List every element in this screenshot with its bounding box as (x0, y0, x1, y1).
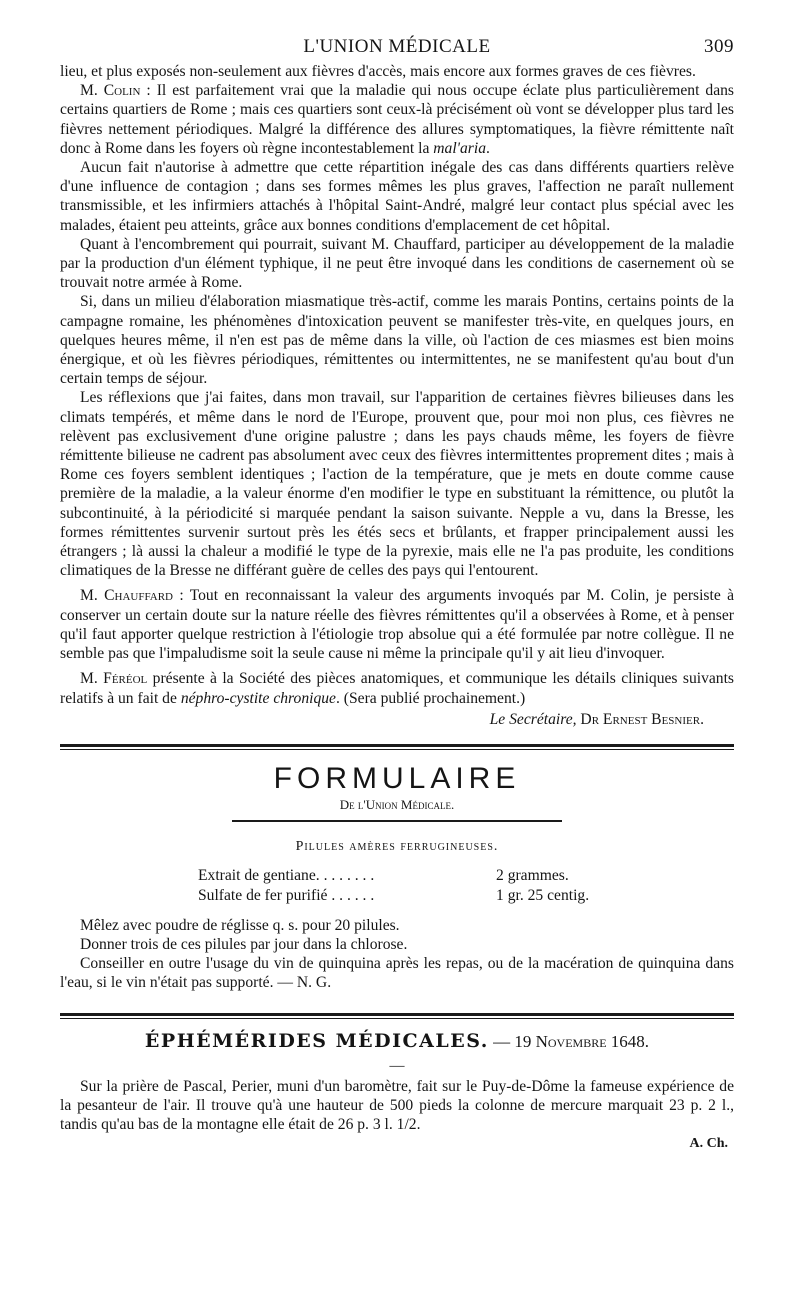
secretary-signature (60, 710, 734, 730)
journal-title: L'UNION MÉDICALE (303, 36, 491, 57)
malaria-term: mal'aria (433, 139, 487, 157)
ingredient-name: Sulfate de fer purifié . . . . . . (198, 886, 375, 904)
running-head (60, 28, 734, 62)
instruction-line: Mêlez avec poudre de réglisse q. s. pour 20 pilules. (80, 916, 400, 934)
signature-role: Le Secrétaire, (489, 710, 577, 728)
chauffard-text: : Tout en reconnaissant la valeur des arguments invoqués par M. Colin, je persiste à conserver un certain doute sur la nature réelle des fièvres rémittentes qu'il a observées à Rome, et à penser qu'il faut apporter quelque restriction à l'étiologie trop absolue qui a été formulée par notre collègue. Il ne semble pas que l'impaludisme soit la seule cause ni même la principale qu'il y ait lieu d'invoquer. (60, 587, 735, 663)
signature-name: Dr Ernest Besnier. (576, 710, 704, 728)
ephemerides-paragraph: Sur la prière de Pascal, Perier, muni d'un baromètre, fait sur le Puy-de-Dôme la fameuse expérience de la pesanteur de l'air. Il trouve qu'à une hauteur de 500 pieds la colonne de mercure marquait 23 p. 2 l., tandis qu'au bas de la montagne elle était de 26 p. 3 l. 1/2. (60, 1077, 734, 1133)
nephro-cystite-term: néphro-cystite chronique (180, 689, 336, 707)
speaker-colin: M. Colin (80, 82, 141, 100)
ingredient-name: Extrait de gentiane. . . . . . . . (198, 866, 375, 884)
ingredient-list (198, 866, 734, 906)
ingredient-row (198, 866, 734, 886)
ephemerides-dash: — (389, 1057, 405, 1074)
ephemerides-title: ÉPHÉMÉRIDES MÉDICALES. (144, 1029, 489, 1052)
minutes-text (60, 62, 734, 708)
paragraph-4 (60, 235, 734, 293)
paragraph-chauffard (60, 586, 734, 663)
paragraph-1 (60, 62, 734, 81)
paragraph-5 (60, 292, 734, 388)
colin-text-end: . (486, 139, 490, 157)
recipe-title: Pilules amères ferrugineuses. (295, 838, 499, 854)
formulaire-title: FORMULAIRE (273, 761, 521, 795)
ephemerides-heading (60, 1029, 734, 1055)
speaker-chauffard: M. Chauffard (80, 587, 173, 605)
colin-text: : Il est parfaitement vrai que la maladie qui nous occupe éclate plus particulièrement dans certains quartiers de Rome ; mais ces quartiers sont ceux-là précisément où vont se développer plus tard les fièvres nettement périodiques. Malgré la différence des allures symptomatiques, la fièvre rémittente naît donc à Rome dans les foyers où règne incontestablement la (60, 82, 734, 157)
instruction-line: Conseiller en outre l'usage du vin de quinquina après les repas, ou de la macération de quinquina dans l'eau, si le vin n'était pas supporté. — N. G. (60, 955, 734, 992)
fereol-text: présente à la Société des pièces anatomiques, et communique les détails cliniques suivants relatifs à un fait de (60, 670, 734, 707)
paragraph-3 (60, 158, 734, 235)
formulaire-rule (232, 820, 562, 822)
recipe-instructions (60, 916, 734, 993)
speaker-fereol: M. Féréol (80, 670, 148, 688)
paragraph-fereol (60, 669, 734, 707)
formulaire-subtitle: De l'Union Médicale. (339, 796, 455, 812)
ingredient-quantity: 1 gr. 25 centig. (496, 886, 590, 904)
ephemerides-date: — 19 Novembre 1648. (488, 1031, 650, 1051)
ingredient-row (198, 886, 734, 906)
page-number: 309 (704, 36, 734, 57)
ephemerides-signature: A. Ch. (689, 1136, 728, 1152)
paragraph-colin (60, 81, 734, 158)
paragraph-6-text: Les réflexions que j'ai faites, dans mon travail, sur l'apparition de certaines fièvres bilieuses dans les climats tempérés, et même dans le nord de l'Europe, prouvent que, pour moi non plus, ces fièvres ne relèvent pas exclusivement d'une origine palustre ; dans les pays chauds même, les foyers de fièvre rémittente bilieuse ne cadrent pas absolument avec ceux des fièvres intermittentes proprement dites ; mais à Rome ces foyers semblent identiques ; l'action de la température, que je mets en doute comme cause première de la maladie, a la valeur énorme d'en modifier le type en substituant la rémittence, ou plutôt la subcontinuité, à la périodicité si marquée pendant la saison suivante. Nepple a vu, dans la Bresse, les formes rémittentes survenir surtout près les étés secs et brûlants, et frapper principalement aussi les étrangers ; là aussi la chaleur a modifié le type de la pyrexie, mais elle ne l'a pas produite, les conditions climatiques de la Bresse ne différant guère de celles des pays qui l'entourent. (60, 389, 734, 580)
ingredient-quantity: 2 grammes. (496, 866, 569, 884)
paragraph-3-text: Aucun fait n'autorise à admettre que cette répartition inégale des cas dans différents quartiers relève d'une influence de contagion ; dans ses formes mêmes les plus graves, l'affection ne paraît nullement transmissible, et les infirmiers attachés à l'hôpital Saint-André, malgré leur contact plus spécial avec les malades, étaient peu atteints, grâce aux bonnes conditions d'emplacement de cet hôpital. (60, 159, 734, 234)
ephemerides-text (60, 1077, 734, 1135)
paragraph-5-text: Si, dans un milieu d'élaboration miasmatique très-actif, comme les marais Pontins, certains points de la campagne romaine, les phénomènes d'intoxication peuvent se manifester très-vite, en quelques jours, en quelques heures même, il n'en est pas de même dans la ville, où l'action de ces miasmes est bien moins énergique, et où les fièvres périodiques, rémittentes ou intermittentes, ne se manifestent qu'au bout d'un certain temps de séjour. (60, 293, 734, 388)
paragraph-1-text: lieu, et plus exposés non-seulement aux fièvres d'accès, mais encore aux formes graves de ces fièvres. (60, 63, 696, 80)
paragraph-6 (60, 388, 734, 580)
paragraph-4-text: Quant à l'encombrement qui pourrait, suivant M. Chauffard, participer au développement de la maladie par la production d'un élément typhique, il ne peut être invoqué dans les conditions de casernement où se trouvait notre armée à Rome. (60, 235, 734, 292)
section-divider (60, 744, 734, 750)
section-divider (60, 1013, 734, 1019)
instruction-line: Donner trois de ces pilules par jour dans la chlorose. (80, 935, 408, 953)
fereol-text-end: . (Sera publié prochainement.) (335, 689, 526, 707)
